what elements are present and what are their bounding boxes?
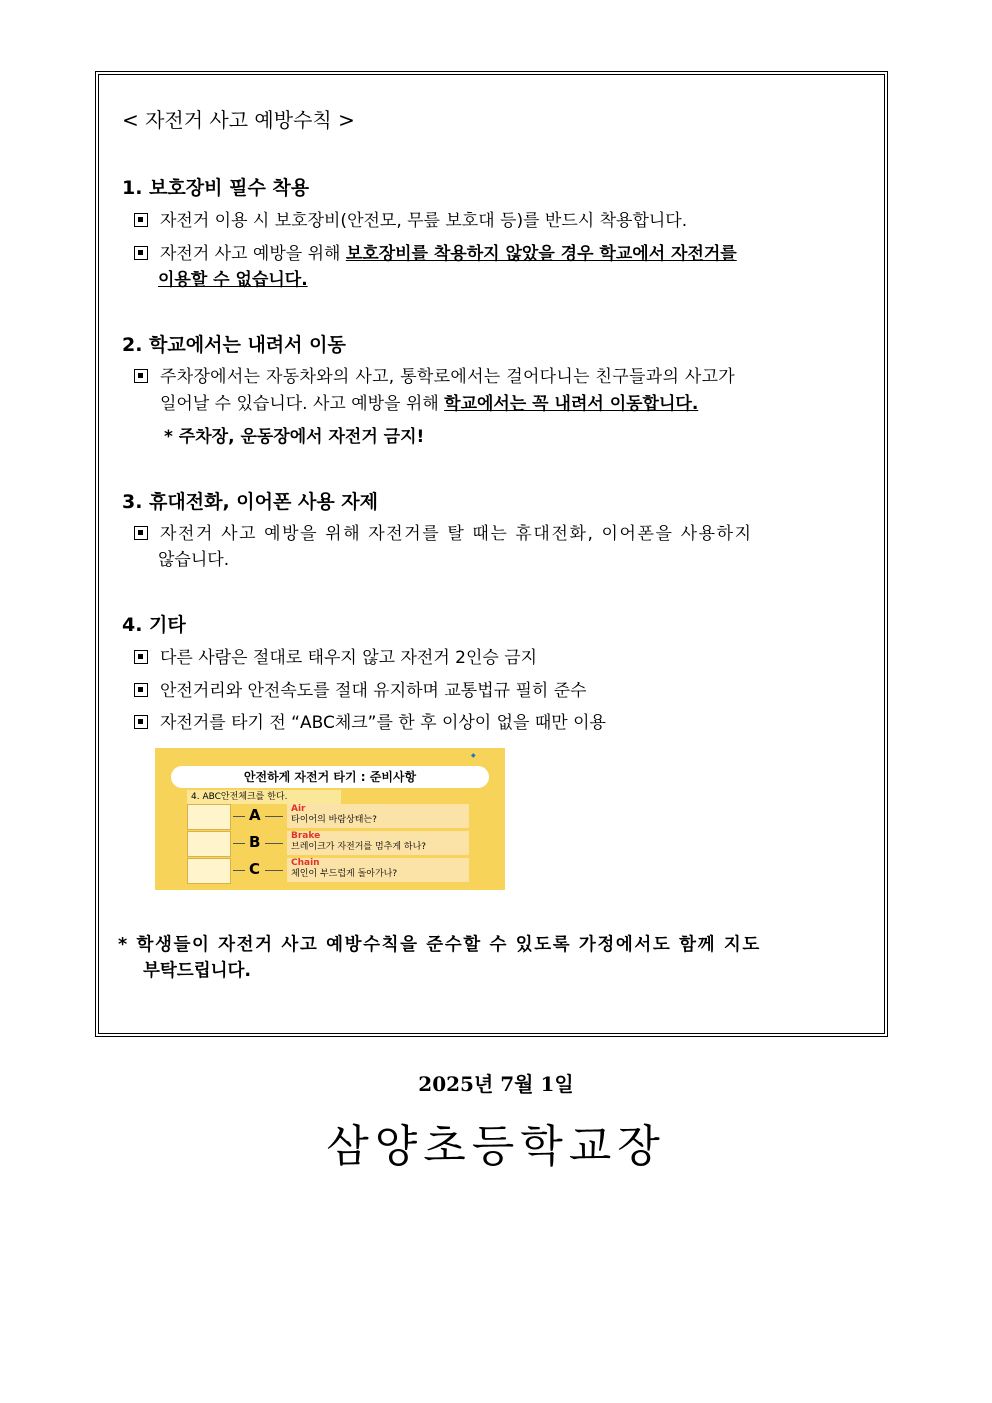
bullet-text: 안전거리와 안전속도를 절대 유지하며 교통법규 필히 준수 (160, 681, 587, 701)
connector-line (233, 816, 245, 817)
section-1-bullet-1 (134, 210, 687, 232)
square-bullet-icon (134, 715, 148, 729)
bullet-text: 다른 사람은 절대로 태우지 않고 자전거 2인승 금지 (160, 648, 538, 668)
connector-line (233, 843, 245, 844)
connector-line (265, 816, 283, 817)
logo-icon: ◆ (471, 752, 476, 759)
row-letter: A (249, 806, 261, 824)
section-4-heading: 4. 기타 (122, 614, 186, 636)
illustration-subtitle: 4. ABC안전체크를 한다. (187, 790, 341, 804)
pump-icon (187, 804, 231, 830)
illustration-banner: 안전하게 자전거 타기 : 준비사항 (171, 766, 489, 788)
closing-note-cont: 부탁드립니다. (143, 961, 252, 981)
row-label-ko: 브레이크가 자전거를 멈추게 하나? (291, 842, 427, 852)
row-label (287, 831, 469, 855)
bullet-text: 자전거 이용 시 보호장비(안전모, 무릎 보호대 등)를 반드시 착용합니다. (160, 211, 688, 231)
section-2-bullet-1 (134, 366, 735, 388)
square-bullet-icon (134, 650, 148, 664)
row-label (287, 858, 469, 882)
abc-check-illustration (155, 748, 505, 890)
section-3-heading: 3. 휴대전화, 이어폰 사용 자제 (122, 491, 379, 513)
abc-row-b (187, 831, 487, 857)
section-3-bullet-1-cont: 않습니다. (158, 550, 230, 570)
row-label-en: Air (291, 804, 306, 814)
bullet-emphasis: 이용할 수 없습니다. (158, 270, 308, 290)
square-bullet-icon (134, 369, 148, 383)
section-3-bullet-1 (134, 523, 753, 545)
row-letter: B (249, 833, 261, 851)
section-1-heading: 1. 보호장비 필수 착용 (122, 177, 310, 199)
abc-row-c (187, 858, 487, 884)
section-4-bullet-3 (134, 712, 606, 734)
connector-line (233, 870, 245, 871)
page-title: < 자전거 사고 예방수칙 > (122, 108, 355, 132)
chain-icon (187, 858, 231, 884)
bullet-emphasis: 학교에서는 꼭 내려서 이동합니다. (444, 394, 699, 414)
section-4-bullet-2 (134, 680, 587, 702)
section-4-bullet-1 (134, 647, 537, 669)
square-bullet-icon (134, 526, 148, 540)
closing-note: * 학생들이 자전거 사고 예방수칙을 준수할 수 있도록 가정에서도 함께 지도 (118, 935, 761, 955)
connector-line (265, 870, 283, 871)
connector-line (265, 843, 283, 844)
bullet-text: 자전거 사고 예방을 위해 자전거를 탈 때는 휴대전화, 이어폰을 사용하지 (160, 524, 753, 544)
section-2-bullet-1-cont (160, 393, 698, 415)
bullet-text: 일어날 수 있습니다. 사고 예방을 위해 (160, 394, 445, 414)
square-bullet-icon (134, 246, 148, 260)
square-bullet-icon (134, 213, 148, 227)
brake-icon (187, 831, 231, 857)
bullet-text: 자전거 사고 예방을 위해 (160, 244, 346, 264)
square-bullet-icon (134, 683, 148, 697)
bullet-text: 주차장에서는 자동차와의 사고, 통학로에서는 걸어다니는 친구들과의 사고가 (160, 367, 736, 387)
section-1-bullet-2 (134, 243, 737, 265)
issue-date: 2025년 7월 1일 (418, 1072, 574, 1096)
bullet-text: 자전거를 타기 전 “ABC체크”를 한 후 이상이 없을 때만 이용 (160, 713, 606, 733)
row-label-ko: 체인이 부드럽게 돌아가나? (291, 869, 398, 879)
school-principal: 삼양초등학교장 (326, 1121, 666, 1172)
bullet-emphasis: 보호장비를 착용하지 않았을 경우 학교에서 자전거를 (345, 244, 737, 264)
row-label-en: Brake (291, 831, 321, 841)
section-1-bullet-2-cont (158, 269, 308, 291)
section-2-heading: 2. 학교에서는 내려서 이동 (122, 334, 346, 356)
row-label (287, 804, 469, 828)
abc-row-a (187, 804, 487, 830)
row-label-en: Chain (291, 858, 320, 868)
section-2-note: * 주차장, 운동장에서 자전거 금지! (164, 427, 425, 447)
row-letter: C (249, 860, 261, 878)
row-label-ko: 타이어의 바람상태는? (291, 815, 377, 825)
